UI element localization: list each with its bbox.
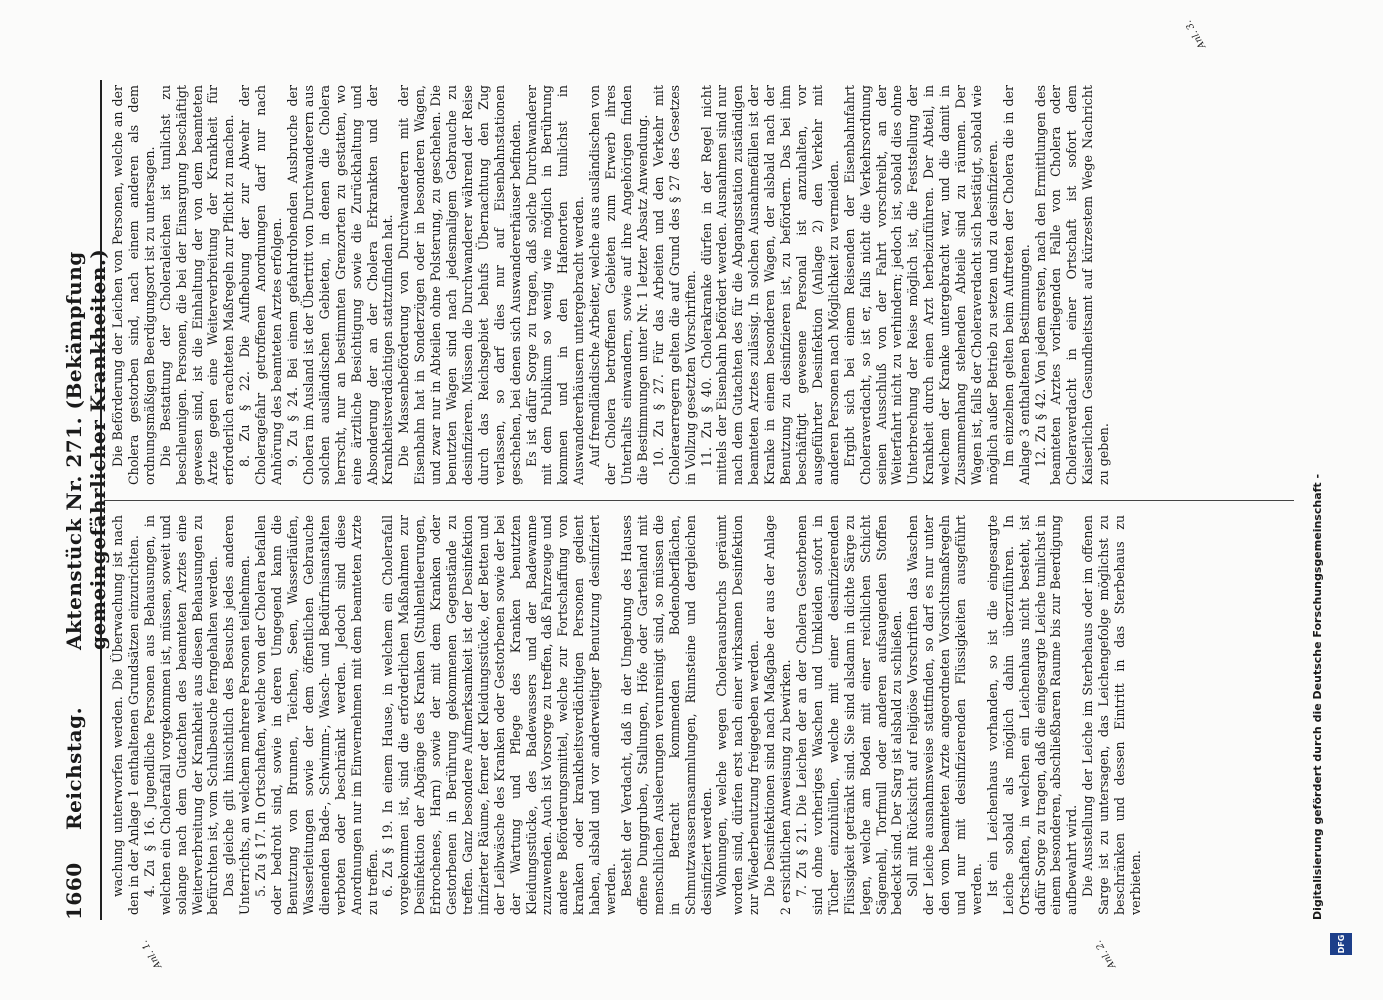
paragraph: 10. Zu § 27. Für das Arbeiten und den Verkehr mit Choleraerregern gelten die auf Grund des § 27 des Gesetzes in Vollzug gesetzten Vorschriften.	[650, 85, 698, 485]
paragraph: 12. Zu § 42. Von jedem ersten, nach den Ermittlungen des beamteten Arztes vorliegenden Falle von Cholera oder Choleraverdacht in einer Ortschaft ist sofort dem Kaiserlichen Gesundheitsamt auf kürzestem Wege Nachricht zu geben.	[1032, 85, 1112, 485]
paragraph: Besteht der Verdacht, daß in der Umgebung des Hauses offene Dunggruben, Stallungen, Höfe oder Gartenland mit menschlichen Ausleerungen verunreinigt sind, so müssen die in Betracht kommenden Bodenoberflächen, Schmutzwasseransammlungen, Rinnsteine und dergleichen desinfiziert werden.	[619, 515, 714, 915]
paragraph: Im einzelnen gelten beim Auftreten der Cholera die in der Anlage 3 enthaltenen Bestimmungen.	[1000, 85, 1032, 485]
paragraph: 4. Zu § 16. Jugendliche Personen aus Behausungen, in welchen ein Cholerafall vorgekommen ist, müssen, soweit und solange nach dem Gutachten des beamteten Arztes eine Weiterverbreitung der Krankheit aus diesen Behausungen zu befürchten ist, vom Schulbesuche ferngehalten werden.	[141, 515, 221, 915]
paragraph: Wohnungen, welche wegen Choleraausbruchs geräumt worden sind, dürfen erst nach einer wirksamen Desinfektion zur Wiederbenutzung freigegeben werden.	[714, 515, 762, 915]
margin-note-anlage-1: Anl. 1.	[138, 938, 165, 971]
paragraph: 7. Zu § 21. Die Leichen der an der Cholera Gestorbenen sind ohne vorheriges Waschen und Umkleiden sofort in Tücher einzuhüllen, welche mit einer desinfizierenden Flüssigkeit getränkt sind. Sie sind alsdann in dichte Särge zu legen, welche am Boden mit einer reichlichen Schicht Sägemehl, Torfmull oder anderen aufsaugenden Stoffen bedeckt sind. Der Sarg ist alsbald zu schließen.	[793, 515, 905, 915]
right-column	[110, 85, 1290, 485]
paragraph: Die Bestattung der Choleraleichen ist tunlichst zu beschleunigen. Personen, die bei der Einsargung beschäftigt gewesen sind, ist die Einhaltung der von dem beamteten Arzte gegen eine Weiterverbreitung der Krankheit für erforderlich erachteten Maßregeln zur Pflicht zu machen.	[157, 85, 237, 485]
paragraph: Ergibt sich bei einem Reisenden der Eisenbahnfahrt Choleraverdacht, so ist er, falls nicht die Verkehrsordnung seinen Ausschluß von der Fahrt vorschreibt, an der Weiterfahrt nicht zu verhindern; jedoch ist, sobald dies ohne Unterbrechung der Reise möglich ist, die Feststellung der Krankheit durch einen Arzt herbeizuführen. Der Abteil, in welchem der Kranke untergebracht war, und die damit in Zusammenhang stehenden Abteile sind zu räumen. Der Wagen ist, falls der Choleraverdacht sich bestätigt, sobald wie möglich außer Betrieb zu setzen und zu desinfizieren.	[841, 85, 1000, 485]
header-rule	[100, 80, 102, 920]
paragraph: 9. Zu § 24. Bei einem gefahrdrohenden Ausbruche der Cholera im Ausland ist der Übertritt von Durchwanderern aus solchen ausländischen Gebieten, in denen die Cholera herrscht, nur an bestimmten Grenzorten zu gestatten, wo eine ärztliche Besichtigung sowie die Zurückhaltung und Absonderung der an der Cholera Erkrankten und der Krankheitsverdächtigen stattzufinden hat.	[284, 85, 396, 485]
margin-note-anlage-2: Anl. 2.	[1092, 938, 1119, 971]
digitization-note: Digitalisierung gefördert durch die Deutsche Forschungsgemeinschaft -	[1310, 473, 1324, 920]
paragraph: Es ist dafür Sorge zu tragen, daß solche Durchwanderer mit dem Publikum so wenig wie möglich in Berührung kommen und in den Hafenorten tunlichst in Auswandererhäusern untergebracht werden.	[523, 85, 587, 485]
dfg-logo: DFG	[1330, 933, 1352, 955]
margin-note-anlage-3: Anl. 3.	[1182, 18, 1209, 51]
left-column	[110, 515, 1290, 915]
column-divider	[104, 500, 1294, 501]
chamber-name: Reichstag.	[62, 706, 86, 830]
page-number: 1660	[62, 862, 86, 920]
paragraph: Die Ausstellung der Leiche im Sterbehaus oder im offenen Sarge ist zu untersagen, das Leichengefolge möglichst zu beschränken und dessen Eintritt in das Sterbehaus zu verbieten.	[1080, 515, 1143, 915]
paragraph: Das gleiche gilt hinsichtlich des Besuchs jedes anderen Unterrichts, an welchem mehrere Personen teilnehmen.	[221, 515, 253, 915]
paragraph: Soll mit Rücksicht auf religiöse Vorschriften das Waschen der Leiche ausnahmsweise stattfinden, so darf es nur unter den vom beamteten Arzte angeordneten Vorsichtsmaßregeln und nur mit desinfizierenden Flüssigkeiten ausgeführt werden.	[905, 515, 984, 915]
paragraph: Die Desinfektionen sind nach Maßgabe der aus der Anlage 2 ersichtlichen Anweisung zu bewirken.	[762, 515, 794, 915]
paragraph: Die Massenbeförderung von Durchwanderern mit der Eisenbahn hat in Sonderzügen oder in besonderen Wagen, und zwar nur in Abteilen ohne Polsterung, zu geschehen. Die benutzten Wagen sind nach jedesmaligem Gebrauche zu desinfizieren. Müssen die Durchwanderer während der Reise durch das Reichsgebiet behufs Übernachtung den Zug verlassen, so darf dies nur auf Eisenbahnstationen geschehen, bei denen sich Auswandererhäuser befinden.	[396, 85, 523, 485]
paragraph: 11. Zu § 40. Cholerakranke dürfen in der Regel nicht mittels der Eisenbahn befördert werden. Ausnahmen sind nur nach dem Gutachten des für die Abgangsstation zuständigen beamteten Arztes zulässig. In solchen Ausnahmefällen ist der Kranke in einem besonderen Wagen, der alsbald nach der Benutzung zu desinfizieren ist, zu befördern. Das bei ihm beschäftigt gewesene Personal ist anzuhalten, vor ausgeführter Desinfektion (Anlage 2) den Verkehr mit anderen Personen nach Möglichkeit zu vermeiden.	[698, 85, 841, 485]
document-title: Aktenstück Nr. 271. (Bekämpfung gemeingefährlicher Krankheiten.)	[62, 248, 110, 650]
paragraph: wachung unterworfen werden. Die Überwachung ist nach den in der Anlage 1 enthaltenen Grundsätzen einzurichten.	[110, 515, 141, 915]
paragraph: 6. Zu § 19. In einem Hause, in welchem ein Cholerafall vorgekommen ist, sind die erforderlichen Maßnahmen zur Desinfektion der Abgänge des Kranken (Stuhlentleerungen, Erbrochenes, Harn) sowie der mit dem Kranken oder Gestorbenen in Berührung gekommenen Gegenstände zu treffen. Ganz besondere Aufmerksamkeit ist der Desinfektion infizierter Räume, ferner der Kleidungsstücke, der Betten und der Leibwäsche des Kranken oder Gestorbenen sowie der bei der Wartung und Pflege des Kranken benutzten Kleidungsstücke, des Badewassers und der Badewanne zuzuwenden. Auch ist Vorsorge zu treffen, daß Fahrzeuge und andere Beförderungsmittel, welche zur Fortschaffung von kranken oder krankheitsverdächtigen Personen gedient haben, alsbald und vor anderweitiger Benutzung desinfiziert werden.	[380, 515, 619, 915]
page-header	[62, 80, 110, 920]
paragraph: Ist ein Leichenhaus vorhanden, so ist die eingesargte Leiche sobald als möglich dahin überzuführen. In Ortschaften, in welchen ein Leichenhaus nicht besteht, ist dafür Sorge zu tragen, daß die eingesargte Leiche tunlichst in einem besonderen, abschließbaren Raume bis zur Beerdigung aufbewahrt wird.	[984, 515, 1080, 915]
paragraph: 8. Zu § 22. Die Aufhebung der zur Abwehr der Choleragefahr getroffenen Anordnungen darf nur nach Anhörung des beamteten Arztes erfolgen.	[237, 85, 285, 485]
paragraph: 5. Zu § 17. In Ortschaften, welche von der Cholera befallen oder bedroht sind, sowie in deren Umgegend kann die Benutzung von Brunnen, Teichen, Seen, Wasserläufen, Wasserleitungen sowie der dem öffentlichen Gebrauche dienenden Bade-, Schwimm-, Wasch- und Bedürfnisanstalten verboten oder beschränkt werden. Jedoch sind diese Anordnungen nur im Einvernehmen mit dem beamteten Arzte zu treffen.	[253, 515, 380, 915]
paragraph: Die Beförderung der Leichen von Personen, welche an der Cholera gestorben sind, nach einem anderen als dem ordnungsmäßigen Beerdigungsort ist zu untersagen.	[110, 85, 157, 485]
paragraph: Auf fremdländische Arbeiter, welche aus ausländischen von der Cholera betroffenen Gebieten zum Erwerb ihres Unterhalts einwandern, sowie auf ihre Angehörigen finden die Bestimmungen unter Nr. 1 letzter Absatz Anwendung.	[587, 85, 650, 485]
